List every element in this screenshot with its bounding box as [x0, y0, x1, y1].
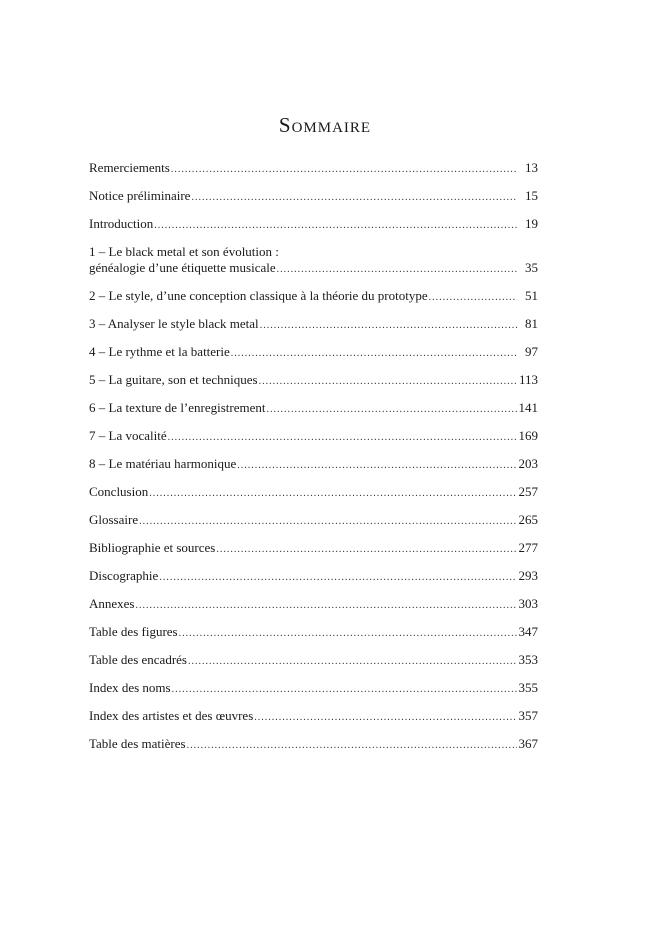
- toc-entry-label: Table des matières: [89, 736, 186, 751]
- toc-entry-label: Table des encadrés: [89, 652, 187, 667]
- toc-entry-chapter-2: [89, 288, 538, 306]
- toc-entry-chapter-7: [89, 428, 538, 446]
- toc-entry-bibliographie: [89, 540, 538, 558]
- toc-entry-label: Table des figures: [89, 624, 178, 639]
- toc-entry-conclusion: [89, 484, 538, 502]
- toc-entry-page: 265: [518, 512, 538, 527]
- toc-entry-label: 8 – Le matériau harmonique: [89, 456, 237, 471]
- dot-leader: [267, 402, 517, 418]
- toc-entry-page: 169: [518, 428, 538, 443]
- toc-entry-label: Notice préliminaire: [89, 188, 191, 203]
- toc-entry-label: 3 – Analyser le style black metal: [89, 316, 259, 331]
- toc-entry-label: Conclusion: [89, 484, 149, 499]
- toc-entry-label: 7 – La vocalité: [89, 428, 167, 443]
- dot-leader: [216, 542, 517, 558]
- toc-entry-page: 15: [525, 188, 538, 203]
- toc-entry-page: 141: [518, 400, 538, 415]
- toc-entry-chapter-3: [89, 316, 538, 334]
- dot-leader: [237, 458, 517, 474]
- toc-entry-page: 357: [518, 708, 538, 723]
- toc-entry-label-line1: 1 – Le black metal et son évolution :: [89, 244, 279, 259]
- dot-leader: [149, 486, 517, 502]
- toc-entry-label: Discographie: [89, 568, 159, 583]
- page-title: Sommaire: [278, 113, 372, 137]
- toc-entry-page: 203: [518, 456, 538, 471]
- toc-entry-page: 347: [518, 624, 538, 639]
- dot-leader: [171, 162, 517, 178]
- dot-leader: [139, 514, 517, 530]
- toc-entry-label: Bibliographie et sources: [89, 540, 216, 555]
- dot-leader: [187, 738, 517, 754]
- toc-entry-label: 6 – La texture de l’enregistrement: [89, 400, 266, 415]
- toc-entry-introduction: [89, 216, 538, 234]
- toc-entry-discographie: [89, 568, 538, 586]
- toc-entry-page: 257: [518, 484, 538, 499]
- toc-entry-page: 113: [518, 372, 538, 387]
- toc-entry-glossaire: [89, 512, 538, 530]
- toc-entry-chapter-1: [89, 244, 538, 278]
- table-of-contents: [89, 160, 538, 764]
- toc-entry-label: Remerciements: [89, 160, 170, 175]
- toc-entry-page: 81: [525, 316, 538, 331]
- toc-entry-page: 355: [518, 680, 538, 695]
- dot-leader: [429, 290, 517, 306]
- toc-entry-label: Annexes: [89, 596, 135, 611]
- toc-entry-table-figures: [89, 624, 538, 642]
- toc-entry-label: généalogie d’une étiquette musicale: [89, 260, 276, 275]
- dot-leader: [260, 318, 517, 334]
- toc-entry-chapter-4: [89, 344, 538, 362]
- dot-leader: [159, 570, 517, 586]
- toc-entry-chapter-5: [89, 372, 538, 390]
- toc-entry-remerciements: [89, 160, 538, 178]
- toc-entry-page: 97: [525, 344, 538, 359]
- dot-leader: [277, 262, 517, 278]
- toc-entry-page: 353: [518, 652, 538, 667]
- toc-entry-page: 277: [518, 540, 538, 555]
- dot-leader: [172, 682, 517, 698]
- toc-entry-page: 293: [518, 568, 538, 583]
- toc-entry-page: 367: [518, 736, 538, 751]
- toc-entry-label: Introduction: [89, 216, 154, 231]
- toc-entry-label: Index des artistes et des œuvres: [89, 708, 254, 723]
- toc-entry-page: 303: [518, 596, 538, 611]
- dot-leader: [168, 430, 517, 446]
- dot-leader: [188, 654, 517, 670]
- toc-entry-index-noms: [89, 680, 538, 698]
- toc-entry-chapter-6: [89, 400, 538, 418]
- toc-entry-notice: [89, 188, 538, 206]
- toc-entry-annexes: [89, 596, 538, 614]
- toc-entry-label: Index des noms: [89, 680, 171, 695]
- dot-leader: [179, 626, 517, 642]
- dot-leader: [136, 598, 518, 614]
- dot-leader: [231, 346, 517, 362]
- toc-entry-label: 5 – La guitare, son et techniques: [89, 372, 258, 387]
- dot-leader: [259, 374, 517, 390]
- toc-entry-label: 4 – Le rythme et la batterie: [89, 344, 230, 359]
- toc-entry-page: 51: [525, 288, 538, 303]
- dot-leader: [191, 190, 517, 206]
- toc-entry-page: 13: [525, 160, 538, 175]
- toc-entry-table-matieres: [89, 736, 538, 754]
- toc-entry-page: 35: [525, 260, 538, 275]
- toc-entry-label: 2 – Le style, d’une conception classique à la théorie du prototype: [89, 288, 428, 303]
- dot-leader: [254, 710, 517, 726]
- toc-entry-chapter-8: [89, 456, 538, 474]
- toc-entry-label: Glossaire: [89, 512, 139, 527]
- toc-entry-index-artistes: [89, 708, 538, 726]
- toc-entry-table-encadres: [89, 652, 538, 670]
- toc-entry-page: 19: [525, 216, 538, 231]
- dot-leader: [154, 218, 517, 234]
